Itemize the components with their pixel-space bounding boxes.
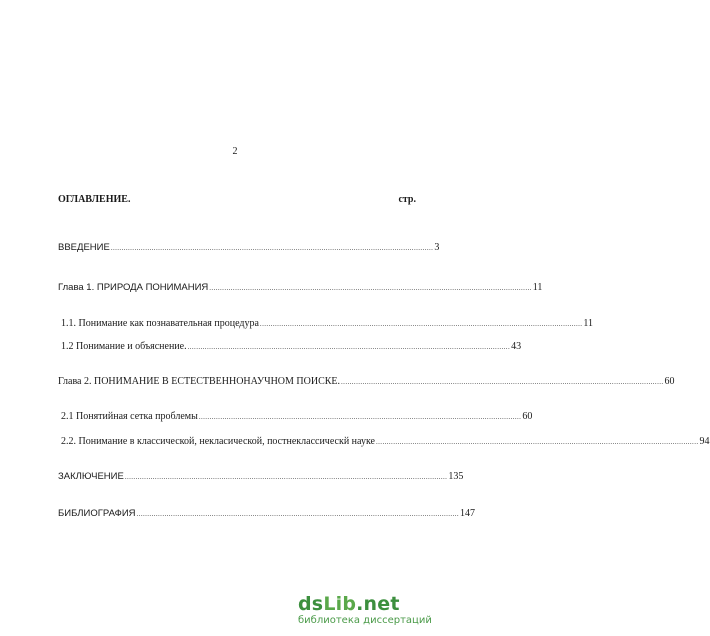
page-number: 2	[232, 146, 238, 157]
toc-entry-2-2	[61, 436, 710, 448]
toc-entry-bibliography	[58, 508, 476, 520]
toc-entry-title: 1.2 Понимание и объяснение.	[61, 341, 187, 352]
toc-entry-page: 11	[583, 318, 594, 329]
toc-heading: ОГЛАВЛЕНИЕ.	[58, 194, 131, 205]
toc-entry-page: 60	[522, 411, 533, 422]
toc-entry-page: 135	[448, 471, 464, 482]
toc-entry-introduction	[58, 242, 440, 254]
toc-entry-1-2	[61, 341, 522, 353]
toc-entry-title: 1.1. Понимание как познавательная процедура	[61, 318, 259, 329]
toc-entry-title: ВВЕДЕНИЕ	[58, 242, 110, 253]
dot-leader: ......................................................................................................................................................	[136, 510, 460, 518]
dot-leader: ......................................................................................................................................................	[209, 284, 532, 292]
toc-page-column-label: стр.	[398, 194, 416, 205]
toc-entry-title: 2.2. Понимание в классической, некласической, постнеклассическй науке	[61, 436, 375, 447]
toc-entry-title: ЗАКЛЮЧЕНИЕ	[58, 471, 124, 482]
toc-entry-chapter-1	[58, 282, 543, 294]
toc-entry-1-1	[61, 318, 594, 330]
dot-leader: ......................................................................................................................................................	[341, 378, 664, 386]
dot-leader: ......................................................................................................................................................	[124, 473, 448, 481]
toc-entry-title: 2.1 Понятийная сетка проблемы	[61, 411, 198, 422]
dslib-logo	[298, 594, 444, 614]
toc-entry-page: 11	[532, 282, 543, 293]
toc-entry-2-1	[61, 411, 533, 423]
logo-part-tld: .net	[356, 593, 400, 615]
logo-part-ds: ds	[298, 593, 324, 615]
dslib-watermark	[298, 594, 444, 627]
dot-leader: ......................................................................................................................................................	[187, 343, 511, 351]
toc-entry-page: 43	[511, 341, 522, 352]
toc-entry-title: Глава 1. ПРИРОДА ПОНИМАНИЯ	[58, 282, 209, 293]
logo-part-lib: Lib	[323, 593, 357, 615]
dot-leader: ......................................................................................................................................................	[376, 438, 699, 446]
toc-entry-page: 3	[434, 242, 440, 253]
toc-entry-title: Глава 2. ПОНИМАНИЕ В ЕСТЕСТВЕННОНАУЧНОМ ПОИСКЕ.	[58, 376, 341, 387]
toc-entry-chapter-2	[58, 376, 675, 388]
dot-leader: ......................................................................................................................................................	[198, 413, 522, 421]
toc-header	[58, 194, 416, 205]
toc-entry-conclusion	[58, 471, 464, 483]
toc-entry-page: 147	[460, 508, 476, 519]
toc-entry-page: 94	[699, 436, 710, 447]
dot-leader: ......................................................................................................................................................	[259, 320, 583, 328]
watermark-tagline: библиотека диссертаций	[298, 615, 432, 626]
toc-entry-page: 60	[664, 376, 675, 387]
dot-leader: ......................................................................................................................................................	[110, 244, 434, 252]
toc-entry-title: БИБЛИОГРАФИЯ	[58, 508, 136, 519]
